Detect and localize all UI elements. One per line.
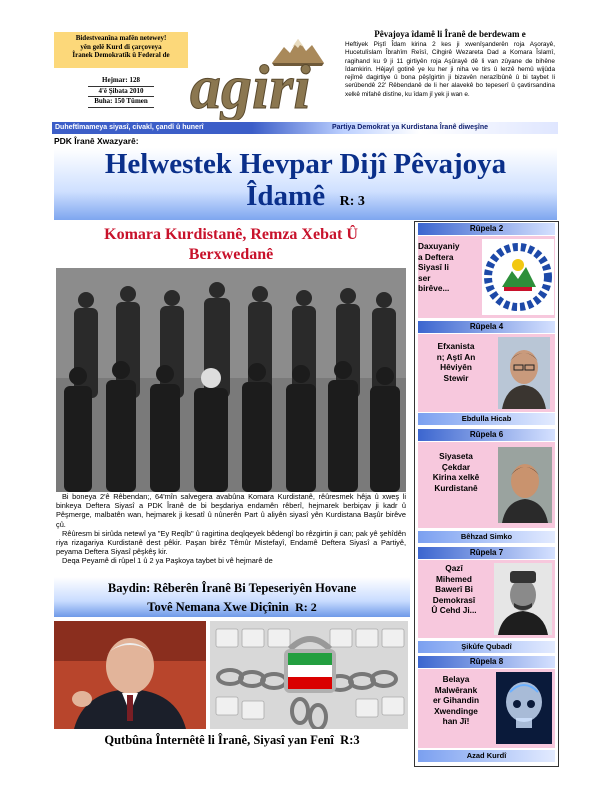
- sidebar-card-page-8[interactable]: [414, 656, 559, 764]
- sidebar-card-page-4[interactable]: [414, 321, 559, 427]
- news-brief-body: Heftiyek Piştî Îdam kirina 2 kes ji xwenîşanderên roja Aşorayê, Hucetulîslam Îbrahîm Reîsî, Cihgirê Wezareta Dad a Komara Îslamî, ragihand ku 9 ji 11 girtiyên roja Aşûrayê dê li van zûyane de bihêne îdamkirin. Hêjayî gotinê ye ku her ji niha ve tirs û lerzê hemû wijûda rejîmê dagirtiye û bona pêşîgirtin ji bizavên nerazîbûnê û bi taybet li serûbendê 22' Rêbendanê de li her alavekê bo tepeserî û çavtirsandina xelkê mifahê distîne, ku îdam jî yek ji wan e.: [345, 41, 555, 98]
- card-title: Siyaseta Çekdar Kirina xelkê Kurdistanê: [432, 451, 480, 493]
- issue-number: Hejmar: 128: [88, 76, 154, 87]
- bottom-story-page-ref[interactable]: R:3: [340, 733, 360, 747]
- bottom-story-title: [54, 732, 410, 748]
- author-portrait: [498, 447, 552, 523]
- issue-price: Buha: 150 Tûmen: [88, 97, 154, 108]
- party-emblem-icon: [482, 239, 554, 315]
- lead-paragraph: Deqa Peyamê di rûpel 1 û 2 ya Paşkoya taybet bi vê hejmarê de: [62, 556, 273, 566]
- card-page-label: Rûpela 6: [418, 429, 555, 441]
- card-author: Ebdulla Hicab: [418, 413, 555, 425]
- lead-title-line-2: Berxwedanê: [188, 246, 274, 263]
- sub-story-title-line-2: Tovê Nemana Xwe Diçînin: [147, 600, 289, 614]
- group-photo: [56, 268, 406, 492]
- card-title: Belaya Malwêrank er Gihandin Xwendinge han Jî!: [432, 674, 480, 726]
- masthead-bar-right: Partiya Demokrat ya Kurdistana Îranê diweşîne: [332, 124, 489, 131]
- card-page-label: Rûpela 2: [418, 223, 555, 235]
- keyboard-chains-photo: [210, 621, 408, 729]
- card-title: Efxanista n; Aştî An Hêviyên Stewir: [436, 341, 476, 383]
- sub-story-title-line-1: Baydin: Rêberên Îranê Bi Tepeseriyên Hovane: [107, 581, 357, 595]
- news-brief-title: Pêvajoya îdamê li Îranê de berdewam e: [374, 29, 526, 39]
- lead-paragraph: Bi boneya 2'ê Rêbendan;, 64'mîn salvegera avabûna Komara Kurdistanê, rêûresmek hêja û xweş li binkeya Deftera Siyasî a PDK Îranê de bi beşdariya endamên rêberî, hejmarek berbiçav ji kadr û Pêşmerge, malbatên wan, hejmarek ji kesatî û nûnerên Part û aliyên siyasî yên Kurdistana Başûr birêve çû.: [56, 492, 406, 529]
- motto-line: Bidestveanîna mafên netewey!: [75, 34, 167, 42]
- card-title: Qazî Mihemed Bawerî Bi Demokrasî Û Cehd Ji...: [431, 563, 477, 615]
- sidebar-card-page-2[interactable]: [414, 223, 559, 319]
- speaker-photo: [54, 621, 206, 729]
- masthead-bar-left: Duheftîmameya siyasî, civakî, çandî û hunerî: [55, 124, 204, 131]
- motto-line: Îranek Demokratîk û Federal de: [72, 51, 170, 60]
- sub-story-title: [54, 579, 410, 617]
- card-page-label: Rûpela 4: [418, 321, 555, 333]
- sub-story-page-ref[interactable]: R: 2: [295, 600, 317, 614]
- card-page-label: Rûpela 8: [418, 656, 555, 668]
- issue-date: 4'ê Şibata 2010: [88, 87, 154, 98]
- motto-line: yên gelê Kurd di çarçoveya: [80, 42, 162, 51]
- sidebar-card-page-7[interactable]: [414, 547, 559, 654]
- headline-kicker: PDK Îranê Xwazyarê:: [54, 136, 139, 146]
- motto-box: [54, 32, 188, 68]
- masthead-bar: [52, 122, 558, 134]
- sidebar-card-page-6[interactable]: [414, 429, 559, 545]
- card-title: Daxuyaniy a Deftera Siyasî li ser birêve...: [418, 241, 460, 293]
- lead-title-line-1: Komara Kurdistanê, Remza Xebat Û: [104, 226, 358, 243]
- headline-line-1: Helwestek Hevpar Dijî Pêvajoya: [104, 148, 507, 180]
- lead-title: [56, 225, 406, 265]
- card-author: Bêhzad Simko: [418, 531, 555, 543]
- card-author: Şikûfe Qubadî: [418, 641, 555, 653]
- news-brief: [345, 29, 555, 99]
- main-headline: [54, 148, 557, 218]
- svg-text:agiri: agiri: [190, 56, 311, 120]
- lead-paragraph: Rêûresm bi sirûda netewî ya "Ey Reqîb" û ragirtina deqîqeyek bêdengî bo rêzgirtin ji can; pak yê şehîdên riya rizagariya Kurdistanê dest pêkir. Paşan birêz Têmûr Mistefayî, Endamê Deftera Siyasî a Partiyê, peyama Deftera Siyasî pêşkêş kir.: [56, 528, 406, 557]
- agiri-logo: [188, 56, 360, 120]
- xray-skull-icon: [496, 672, 552, 744]
- headline-page-ref[interactable]: R: 3: [339, 194, 365, 209]
- author-portrait: [498, 337, 550, 409]
- card-author: Azad Kurdî: [418, 750, 555, 762]
- lead-body: [56, 492, 406, 566]
- headline-line-2: Îdamê: [246, 180, 326, 212]
- issue-info: [88, 76, 154, 108]
- bottom-story-title-text: Qutbûna Înternêtê li Îranê, Siyasî yan Fenî: [104, 733, 334, 747]
- author-portrait: [494, 563, 552, 635]
- card-page-label: Rûpela 7: [418, 547, 555, 559]
